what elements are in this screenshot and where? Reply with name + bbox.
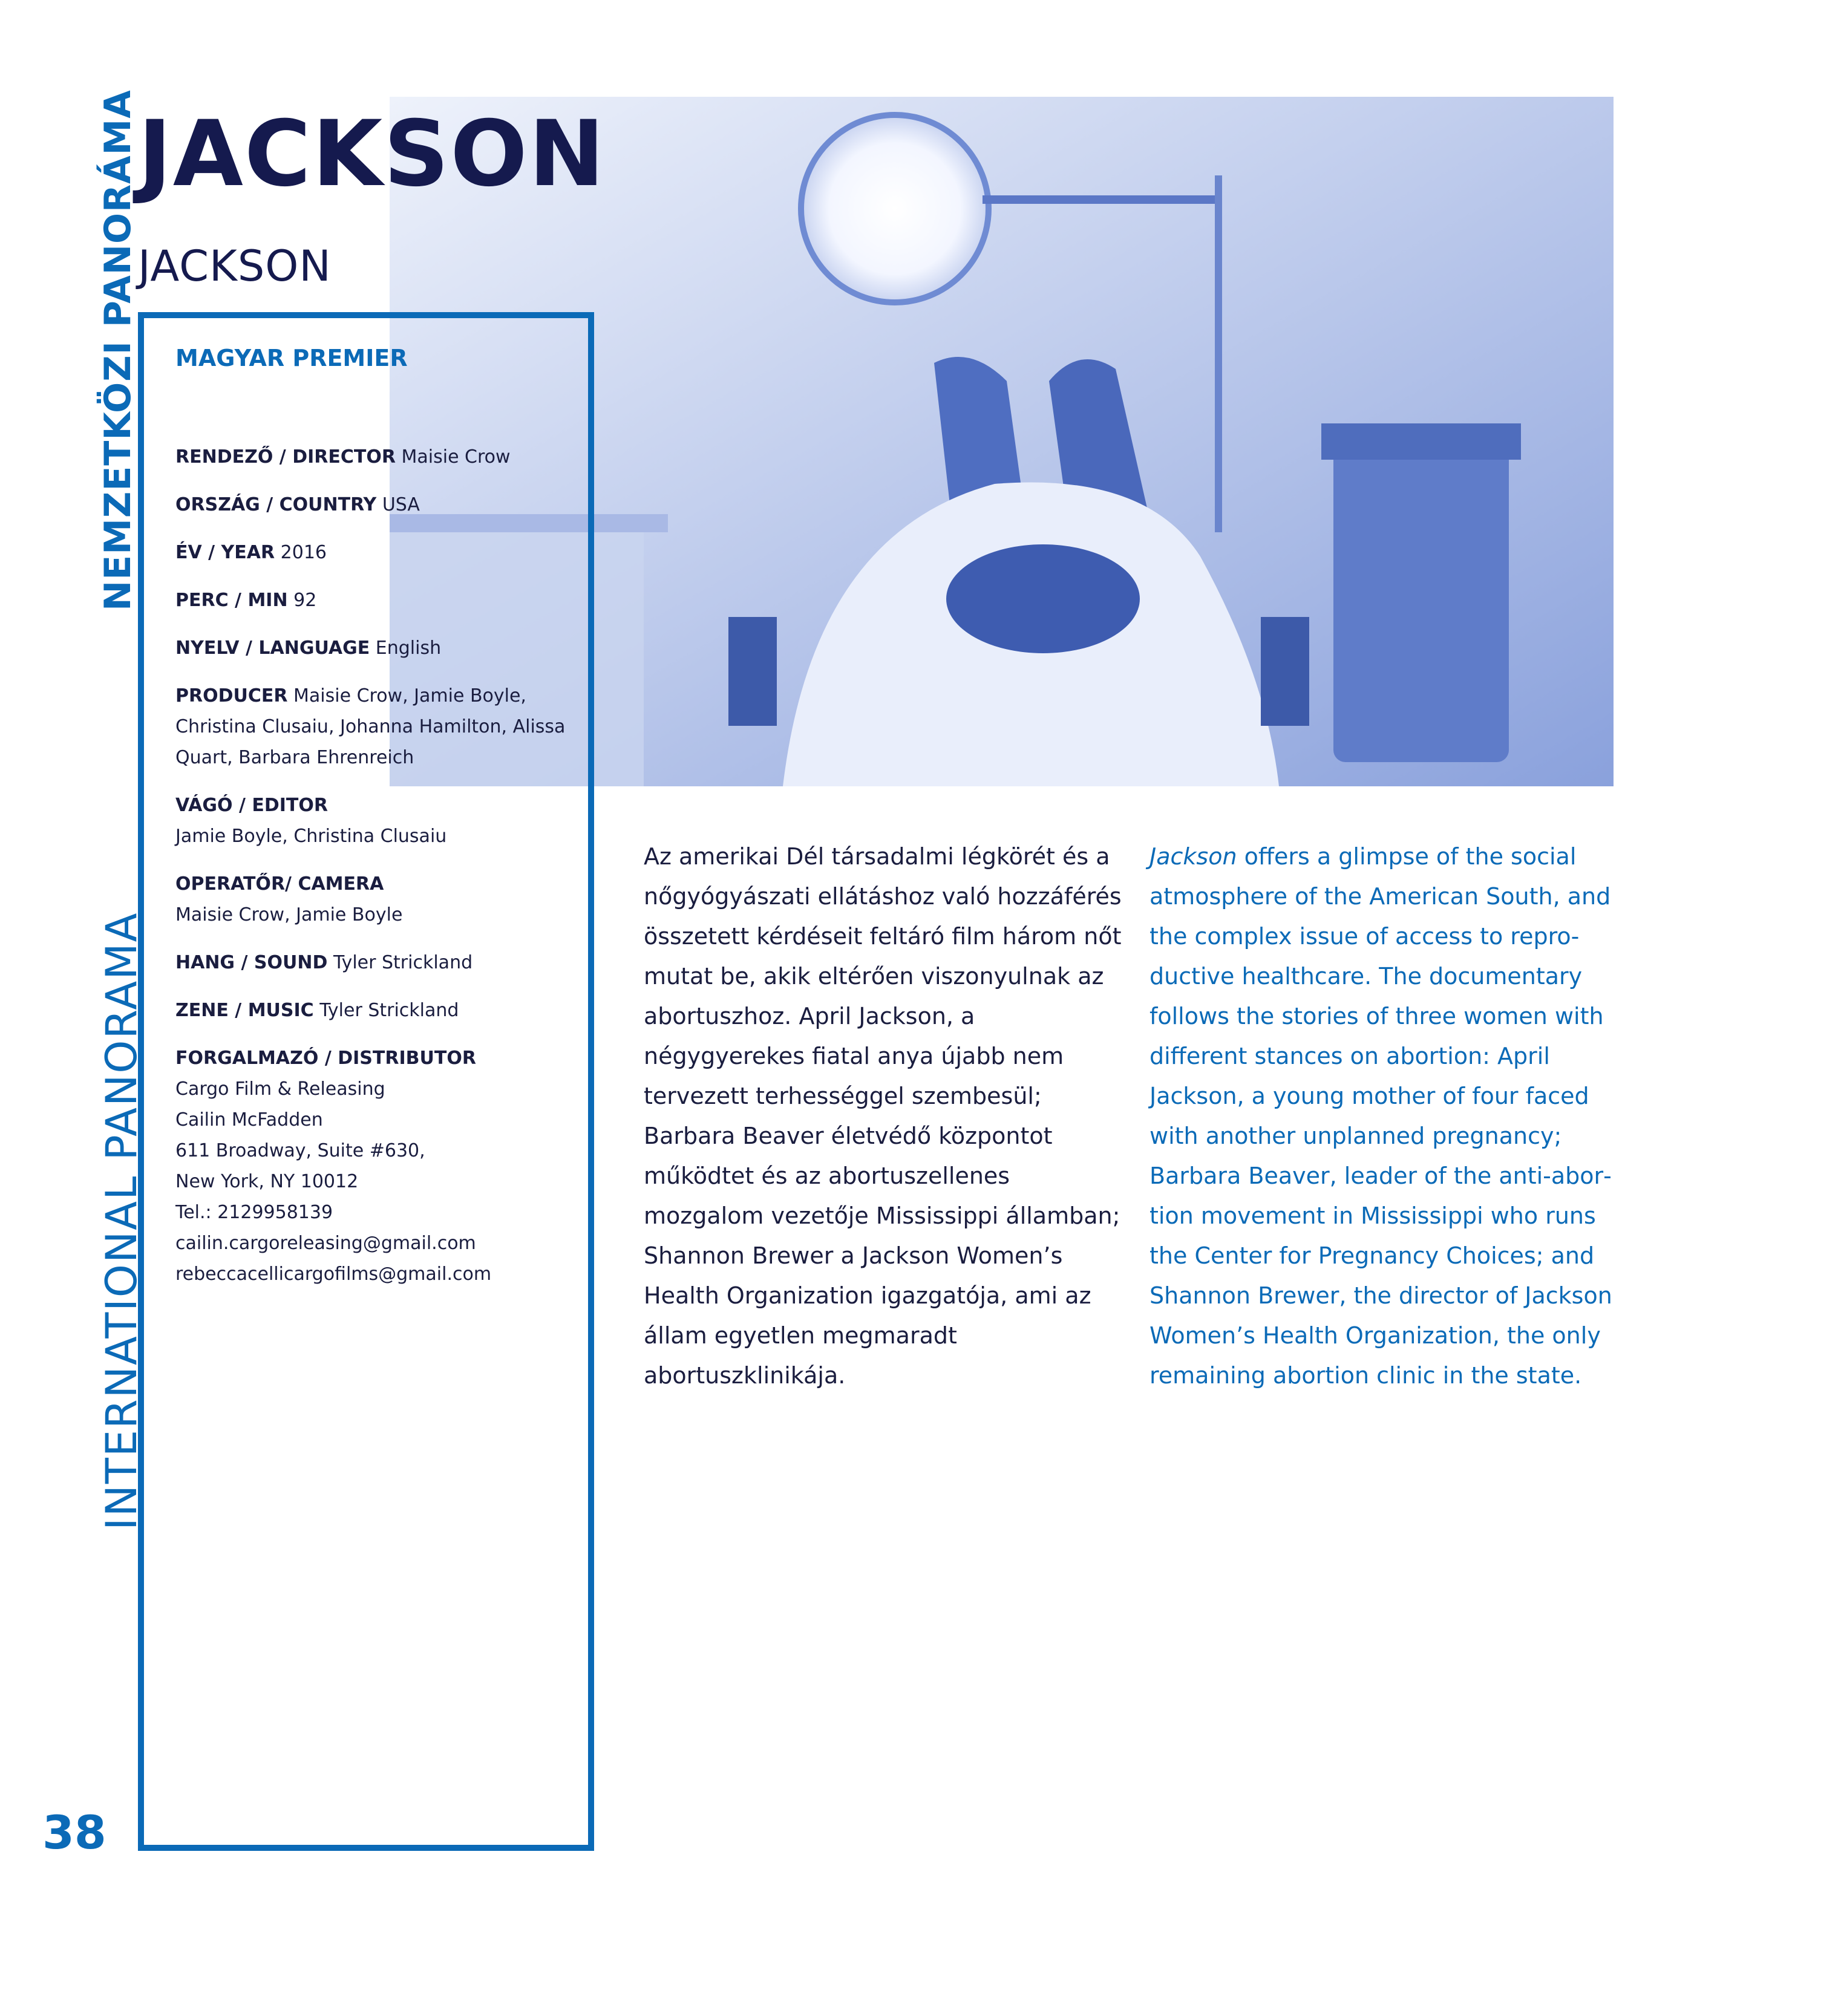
film-title: JACKSON [138,102,606,207]
credit-label: OPERATŐR/ CAMERA [175,873,384,895]
credit-value: Maisie Crow, Jamie Boyle, Christina Clusaiu, Johanna Hamilton, Alissa Quart, Barbara Ehrenreich [175,685,566,768]
credit-value: Maisie Crow [401,446,511,468]
section-label-hu: NEMZETKÖZI PANORÁMA [97,90,139,611]
credit-value: USA [382,494,420,515]
credit-value: Tyler Strickland [319,1000,459,1021]
credit-sound [175,947,575,978]
credit-label: HANG / SOUND [175,952,328,973]
credit-value: 92 [293,590,317,611]
credit-editor [175,790,575,852]
credit-camera [175,869,575,930]
distributor-line: New York, NY 10012 [175,1171,359,1192]
distributor-line: Tel.: 2129958139 [175,1202,333,1223]
credit-value: English [375,638,442,659]
credit-value: 2016 [280,542,327,563]
credit-label: PERC / MIN [175,590,288,611]
original-title: JACKSON [138,241,332,291]
page-number: 38 [42,1806,106,1859]
credit-label: NYELV / LANGUAGE [175,638,370,659]
credit-minutes [175,585,575,616]
credit-label: FORGALMAZÓ / DISTRIBUTOR [175,1048,476,1069]
credit-producer [175,680,575,773]
credit-value: Maisie Crow, Jamie Boyle [175,904,403,925]
synopsis-english-text: offers a glimpse of the social atmosphere of the American South, and the complex issue of access to reproductive healthcare. The documentary follows the stories of three women with different stances on abortion: April Jackson, a young mother of four faced with another unplanned pregnancy; Barbara Beaver, leader of the anti-abortion movement in Mississippi who runs the Center for Pregnancy Choices; and Shannon Brewer, the director of Jackson Women’s Health Organization, the only remaining abortion clinic in the state. [1149,843,1612,1389]
credit-label: RENDEZŐ / DIRECTOR [175,446,396,468]
credit-label: VÁGÓ / EDITOR [175,795,328,816]
credit-music [175,995,575,1026]
distributor-line: Cailin McFadden [175,1109,323,1130]
credit-distributor [175,1043,575,1290]
credit-country [175,489,575,520]
section-label-en: INTERNATIONAL PANORAMA [97,912,146,1530]
synopsis-english [1149,837,1615,1395]
distributor-line: 611 Broadway, Suite #630, [175,1140,425,1161]
credit-label: ZENE / MUSIC [175,1000,314,1021]
credits-list [175,442,575,1306]
credit-value: Tyler Strickland [333,952,473,973]
credit-label: ÉV / YEAR [175,542,275,563]
credit-director [175,442,575,472]
credit-label: ORSZÁG / COUNTRY [175,494,377,515]
premier-badge: MAGYAR PREMIER [175,345,408,371]
synopsis-hungarian: Az amerikai Dél társadalmi légkörét és a nőgyógyászati ellátáshoz való hozzáférés összetett kérdéseit feltáró film három nőt mutat be, akik eltérően viszonyulnak az abortuszhoz. April Jackson, a négygyerekes fiatal anya újabb nem tervezett terhességgel szembesül; Barbara Beaver életvédő központot működtet és az abortuszellenes mozgalom vezetője Mississippi államban; Shannon Brewer a Jackson Women’s Health Organization igazgatója, ami az állam egyetlen megmaradt abortuszklinikája. [644,843,1122,1389]
credit-year [175,537,575,568]
credit-label: PRODUCER [175,685,288,706]
credit-value: Jamie Boyle, Christina Clusaiu [175,826,447,847]
synopsis-english-title: Jackson [1149,843,1237,870]
distributor-email: cailin.cargoreleasing@gmail.com [175,1233,476,1254]
distributor-email: rebeccacellicargofilms@gmail.com [175,1264,492,1285]
credit-language [175,633,575,664]
distributor-line: Cargo Film & Releasing [175,1078,385,1100]
